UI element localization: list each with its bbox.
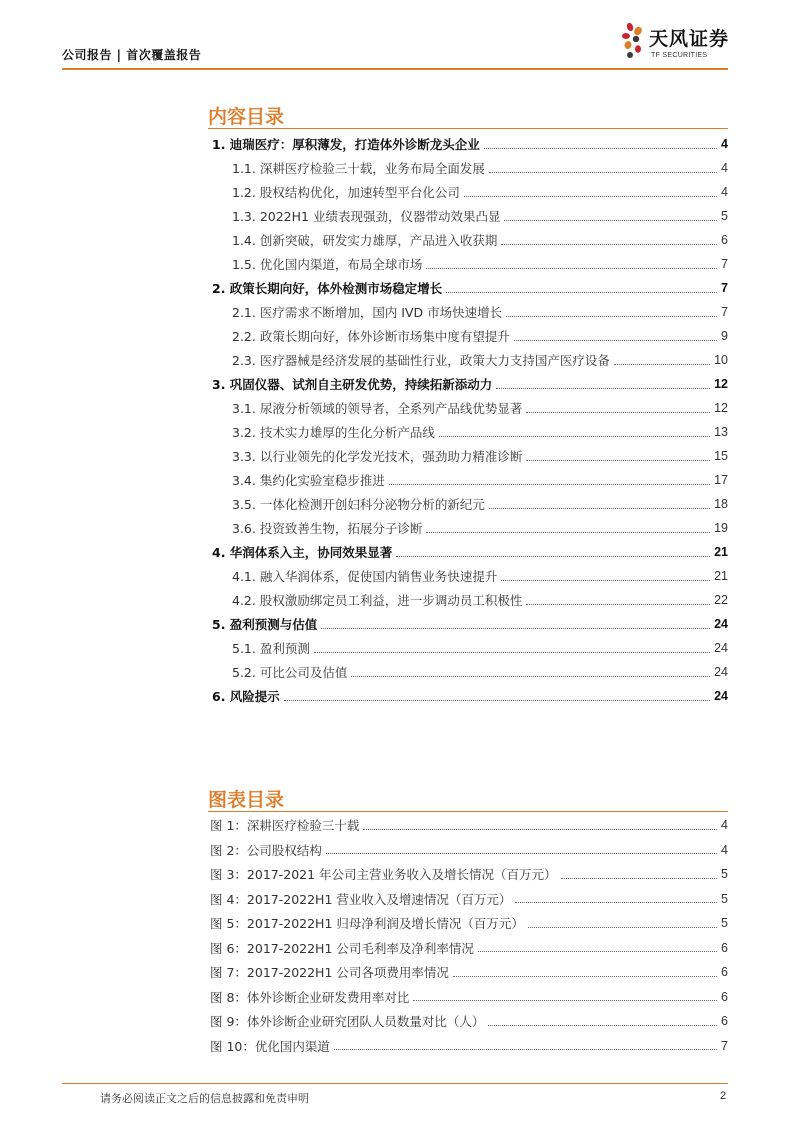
- toc-entry-page: 12: [714, 377, 728, 391]
- toc-leader-dots: [439, 436, 710, 437]
- footer-rule: [62, 1083, 728, 1084]
- toc-leader-dots: [526, 460, 710, 461]
- toc-entry-label: 5.1. 盈利预测: [232, 641, 310, 656]
- figure-leader-dots: [363, 829, 717, 830]
- toc-section-entry[interactable]: [208, 468, 728, 492]
- logo-chinese-name: 天风证券: [649, 28, 730, 50]
- toc-entry-page: 21: [714, 569, 728, 583]
- toc-leader-dots: [321, 628, 710, 629]
- figure-leader-dots: [528, 927, 717, 928]
- toc-entry-page: 12: [714, 401, 728, 415]
- figure-entry[interactable]: [208, 960, 728, 985]
- toc-leader-dots: [526, 412, 710, 413]
- toc-leader-dots: [351, 676, 710, 677]
- figure-entry-label: 图 3：2017-2021 年公司主营业务收入及增长情况（百万元）: [210, 867, 557, 883]
- toc-chapter-entry[interactable]: [208, 684, 728, 708]
- toc-entry-label: 1.4. 创新突破，研发实力雄厚，产品进入收获期: [232, 233, 498, 248]
- header-label: 公司报告 | 首次覆盖报告: [62, 48, 202, 62]
- toc-entry-label: 5. 盈利预测与估值: [212, 617, 318, 632]
- toc-title-rule: [208, 128, 728, 129]
- footer-page-number: 2: [720, 1090, 727, 1102]
- toc-entry-label: 4. 华润体系入主，协同效果显著: [212, 545, 393, 560]
- toc-entry-page: 9: [721, 329, 728, 343]
- toc-leader-dots: [426, 532, 710, 533]
- figure-entry-label: 图 4：2017-2022H1 营业收入及增速情况（百万元）: [210, 891, 512, 907]
- toc-entry-label: 2.2. 政策长期向好，体外诊断市场集中度有望提升: [232, 329, 510, 344]
- figure-entry[interactable]: [208, 1009, 728, 1034]
- toc-section-entry[interactable]: [208, 204, 728, 228]
- toc-entry-page: 10: [714, 353, 728, 367]
- toc-leader-dots: [614, 364, 710, 365]
- toc-entry-label: 3. 巩固仪器、试剂自主研发优势，持续拓新添动力: [212, 377, 493, 392]
- figure-entry[interactable]: [208, 813, 728, 838]
- toc-section-entry[interactable]: [208, 300, 728, 324]
- figure-entry-page: 5: [721, 916, 728, 931]
- figure-entry-page: 7: [721, 1038, 728, 1053]
- toc-entry-page: 24: [714, 617, 728, 631]
- toc-chapter-entry[interactable]: [208, 540, 728, 564]
- toc-entry-page: 7: [721, 281, 728, 295]
- toc-entry-label: 4.1. 融入华润体系，促使国内销售业务快速提升: [232, 569, 498, 584]
- header-rule: [62, 68, 728, 70]
- figure-entry-page: 6: [721, 940, 728, 955]
- toc-chapter-entry[interactable]: [208, 612, 728, 636]
- figure-entry[interactable]: [208, 911, 728, 936]
- toc-entry-label: 3.3. 以行业领先的化学发光技术，强劲助力精准诊断: [232, 449, 523, 464]
- toc-leader-dots: [514, 340, 717, 341]
- figure-entry-page: 4: [721, 842, 728, 857]
- toc-leader-dots: [506, 316, 717, 317]
- toc-leader-dots: [396, 556, 710, 557]
- toc-section-entry[interactable]: [208, 396, 728, 420]
- toc-entry-page: 18: [714, 497, 728, 511]
- toc-entry-page: 15: [714, 449, 728, 463]
- flower-logo-icon: [621, 22, 647, 62]
- figure-entry-page: 6: [721, 1014, 728, 1029]
- figure-leader-dots: [478, 951, 717, 952]
- toc-section-entry[interactable]: [208, 180, 728, 204]
- toc-entry-page: 4: [721, 137, 728, 151]
- toc-chapter-entry[interactable]: [208, 132, 728, 156]
- toc-entry-page: 21: [714, 545, 728, 559]
- toc-section-entry[interactable]: [208, 636, 728, 660]
- toc-entry-page: 24: [714, 689, 728, 703]
- toc-section-entry[interactable]: [208, 228, 728, 252]
- toc-entry-page: 6: [721, 233, 728, 247]
- figure-entry-page: 6: [721, 965, 728, 980]
- toc-entry-label: 5.2. 可比公司及估值: [232, 665, 348, 680]
- toc-entry-page: 19: [714, 521, 728, 535]
- figure-leader-dots: [515, 902, 717, 903]
- figure-entry-label: 图 7：2017-2022H1 公司各项费用率情况: [210, 965, 449, 981]
- figure-entry-label: 图 2：公司股权结构: [210, 842, 322, 858]
- toc-entry-page: 24: [714, 665, 728, 679]
- toc-entry-page: 7: [721, 305, 728, 319]
- figures-list: [208, 813, 728, 1058]
- figure-entry-label: 图 6：2017-2022H1 公司毛利率及净利率情况: [210, 940, 474, 956]
- toc-chapter-entry[interactable]: [208, 276, 728, 300]
- toc-title: 内容目录: [208, 106, 285, 128]
- figure-entry-label: 图 1：深耕医疗检验三十载: [210, 818, 360, 834]
- figure-entry-label: 图 8：体外诊断企业研发费用率对比: [210, 989, 410, 1005]
- toc-entry-label: 1.3. 2022H1 业绩表现强劲，仪器带动效果凸显: [232, 209, 501, 224]
- toc-leader-dots: [446, 292, 717, 293]
- toc-leader-dots: [501, 580, 710, 581]
- toc-entry-label: 3.1. 尿液分析领域的领导者，全系列产品线优势显著: [232, 401, 523, 416]
- figure-entry[interactable]: [208, 1034, 728, 1059]
- toc-section-entry[interactable]: [208, 516, 728, 540]
- toc-leader-dots: [284, 700, 710, 701]
- figure-leader-dots: [413, 1000, 717, 1001]
- toc-entry-label: 1.2. 股权结构优化，加速转型平台化公司: [232, 185, 460, 200]
- toc-section-entry[interactable]: [208, 660, 728, 684]
- toc-section-entry[interactable]: [208, 156, 728, 180]
- figure-entry[interactable]: [208, 838, 728, 863]
- toc-entry-label: 1.5. 优化国内渠道，布局全球市场: [232, 257, 423, 272]
- toc-entry-label: 2.1. 医疗需求不断增加，国内 IVD 市场快速增长: [232, 305, 503, 320]
- toc-leader-dots: [389, 484, 710, 485]
- figure-entry-page: 4: [721, 818, 728, 833]
- figure-entry-page: 5: [721, 867, 728, 882]
- figure-entry-label: 图 5：2017-2022H1 归母净利润及增长情况（百万元）: [210, 916, 524, 932]
- toc-leader-dots: [464, 196, 717, 197]
- toc-entry-page: 24: [714, 641, 728, 655]
- toc-section-entry[interactable]: [208, 444, 728, 468]
- figure-entry[interactable]: [208, 985, 728, 1010]
- toc-section-entry[interactable]: [208, 492, 728, 516]
- toc-chapter-entry[interactable]: [208, 372, 728, 396]
- toc-entry-page: 4: [721, 185, 728, 199]
- toc-entry-label: 1.1. 深耕医疗检验三十载，业务布局全面发展: [232, 161, 485, 176]
- toc-section-entry[interactable]: [208, 420, 728, 444]
- toc-section-entry[interactable]: [208, 588, 728, 612]
- figure-entry[interactable]: [208, 887, 728, 912]
- figure-entry-label: 图 9：体外诊断企业研究团队人员数量对比（人）: [210, 1014, 485, 1030]
- figure-leader-dots: [488, 1025, 717, 1026]
- toc-entry-label: 3.5. 一体化检测开创妇科分泌物分析的新纪元: [232, 497, 485, 512]
- toc-leader-dots: [489, 508, 710, 509]
- toc-leader-dots: [496, 388, 710, 389]
- toc-section-entry[interactable]: [208, 252, 728, 276]
- toc-entry-label: 3.2. 技术实力雄厚的生化分析产品线: [232, 425, 435, 440]
- figure-leader-dots: [326, 853, 717, 854]
- toc-section-entry[interactable]: [208, 324, 728, 348]
- figure-entry-page: 5: [721, 891, 728, 906]
- brand-logo: [621, 22, 731, 68]
- toc-entry-label: 3.4. 集约化实验室稳步推进: [232, 473, 385, 488]
- toc-entry-page: 17: [714, 473, 728, 487]
- toc-entry-page: 5: [721, 209, 728, 223]
- figure-leader-dots: [453, 976, 717, 977]
- figure-entry-page: 6: [721, 989, 728, 1004]
- figures-title: 图表目录: [208, 789, 285, 811]
- toc-entry-label: 1. 迪瑞医疗：厚积薄发，打造体外诊断龙头企业: [212, 137, 480, 152]
- figure-entry[interactable]: [208, 936, 728, 961]
- figures-title-rule: [208, 811, 728, 812]
- toc-leader-dots: [526, 604, 710, 605]
- toc-leader-dots: [426, 268, 717, 269]
- toc-list: [208, 132, 728, 708]
- toc-leader-dots: [484, 148, 717, 149]
- logo-english-name: TF SECURITIES: [651, 52, 708, 59]
- toc-entry-label: 6. 风险提示: [212, 689, 280, 704]
- toc-entry-label: 2. 政策长期向好，体外检测市场稳定增长: [212, 281, 443, 296]
- footer-disclaimer: 请务必阅读正文之后的信息披露和免责申明: [100, 1092, 309, 1105]
- toc-entry-label: 3.6. 投资致善生物，拓展分子诊断: [232, 521, 423, 536]
- toc-entry-page: 7: [721, 257, 728, 271]
- figure-entry[interactable]: [208, 862, 728, 887]
- toc-entry-label: 2.3. 医疗器械是经济发展的基础性行业，政策大力支持国产医疗设备: [232, 353, 610, 368]
- figure-leader-dots: [334, 1049, 717, 1050]
- toc-entry-page: 22: [714, 593, 728, 607]
- toc-entry-label: 4.2. 股权激励绑定员工利益，进一步调动员工积极性: [232, 593, 523, 608]
- toc-section-entry[interactable]: [208, 564, 728, 588]
- toc-leader-dots: [489, 172, 717, 173]
- toc-section-entry[interactable]: [208, 348, 728, 372]
- figure-entry-label: 图 10：优化国内渠道: [210, 1038, 330, 1054]
- toc-leader-dots: [504, 220, 717, 221]
- toc-entry-page: 13: [714, 425, 728, 439]
- figure-leader-dots: [561, 878, 718, 879]
- toc-entry-page: 4: [721, 161, 728, 175]
- toc-leader-dots: [501, 244, 717, 245]
- toc-leader-dots: [314, 652, 710, 653]
